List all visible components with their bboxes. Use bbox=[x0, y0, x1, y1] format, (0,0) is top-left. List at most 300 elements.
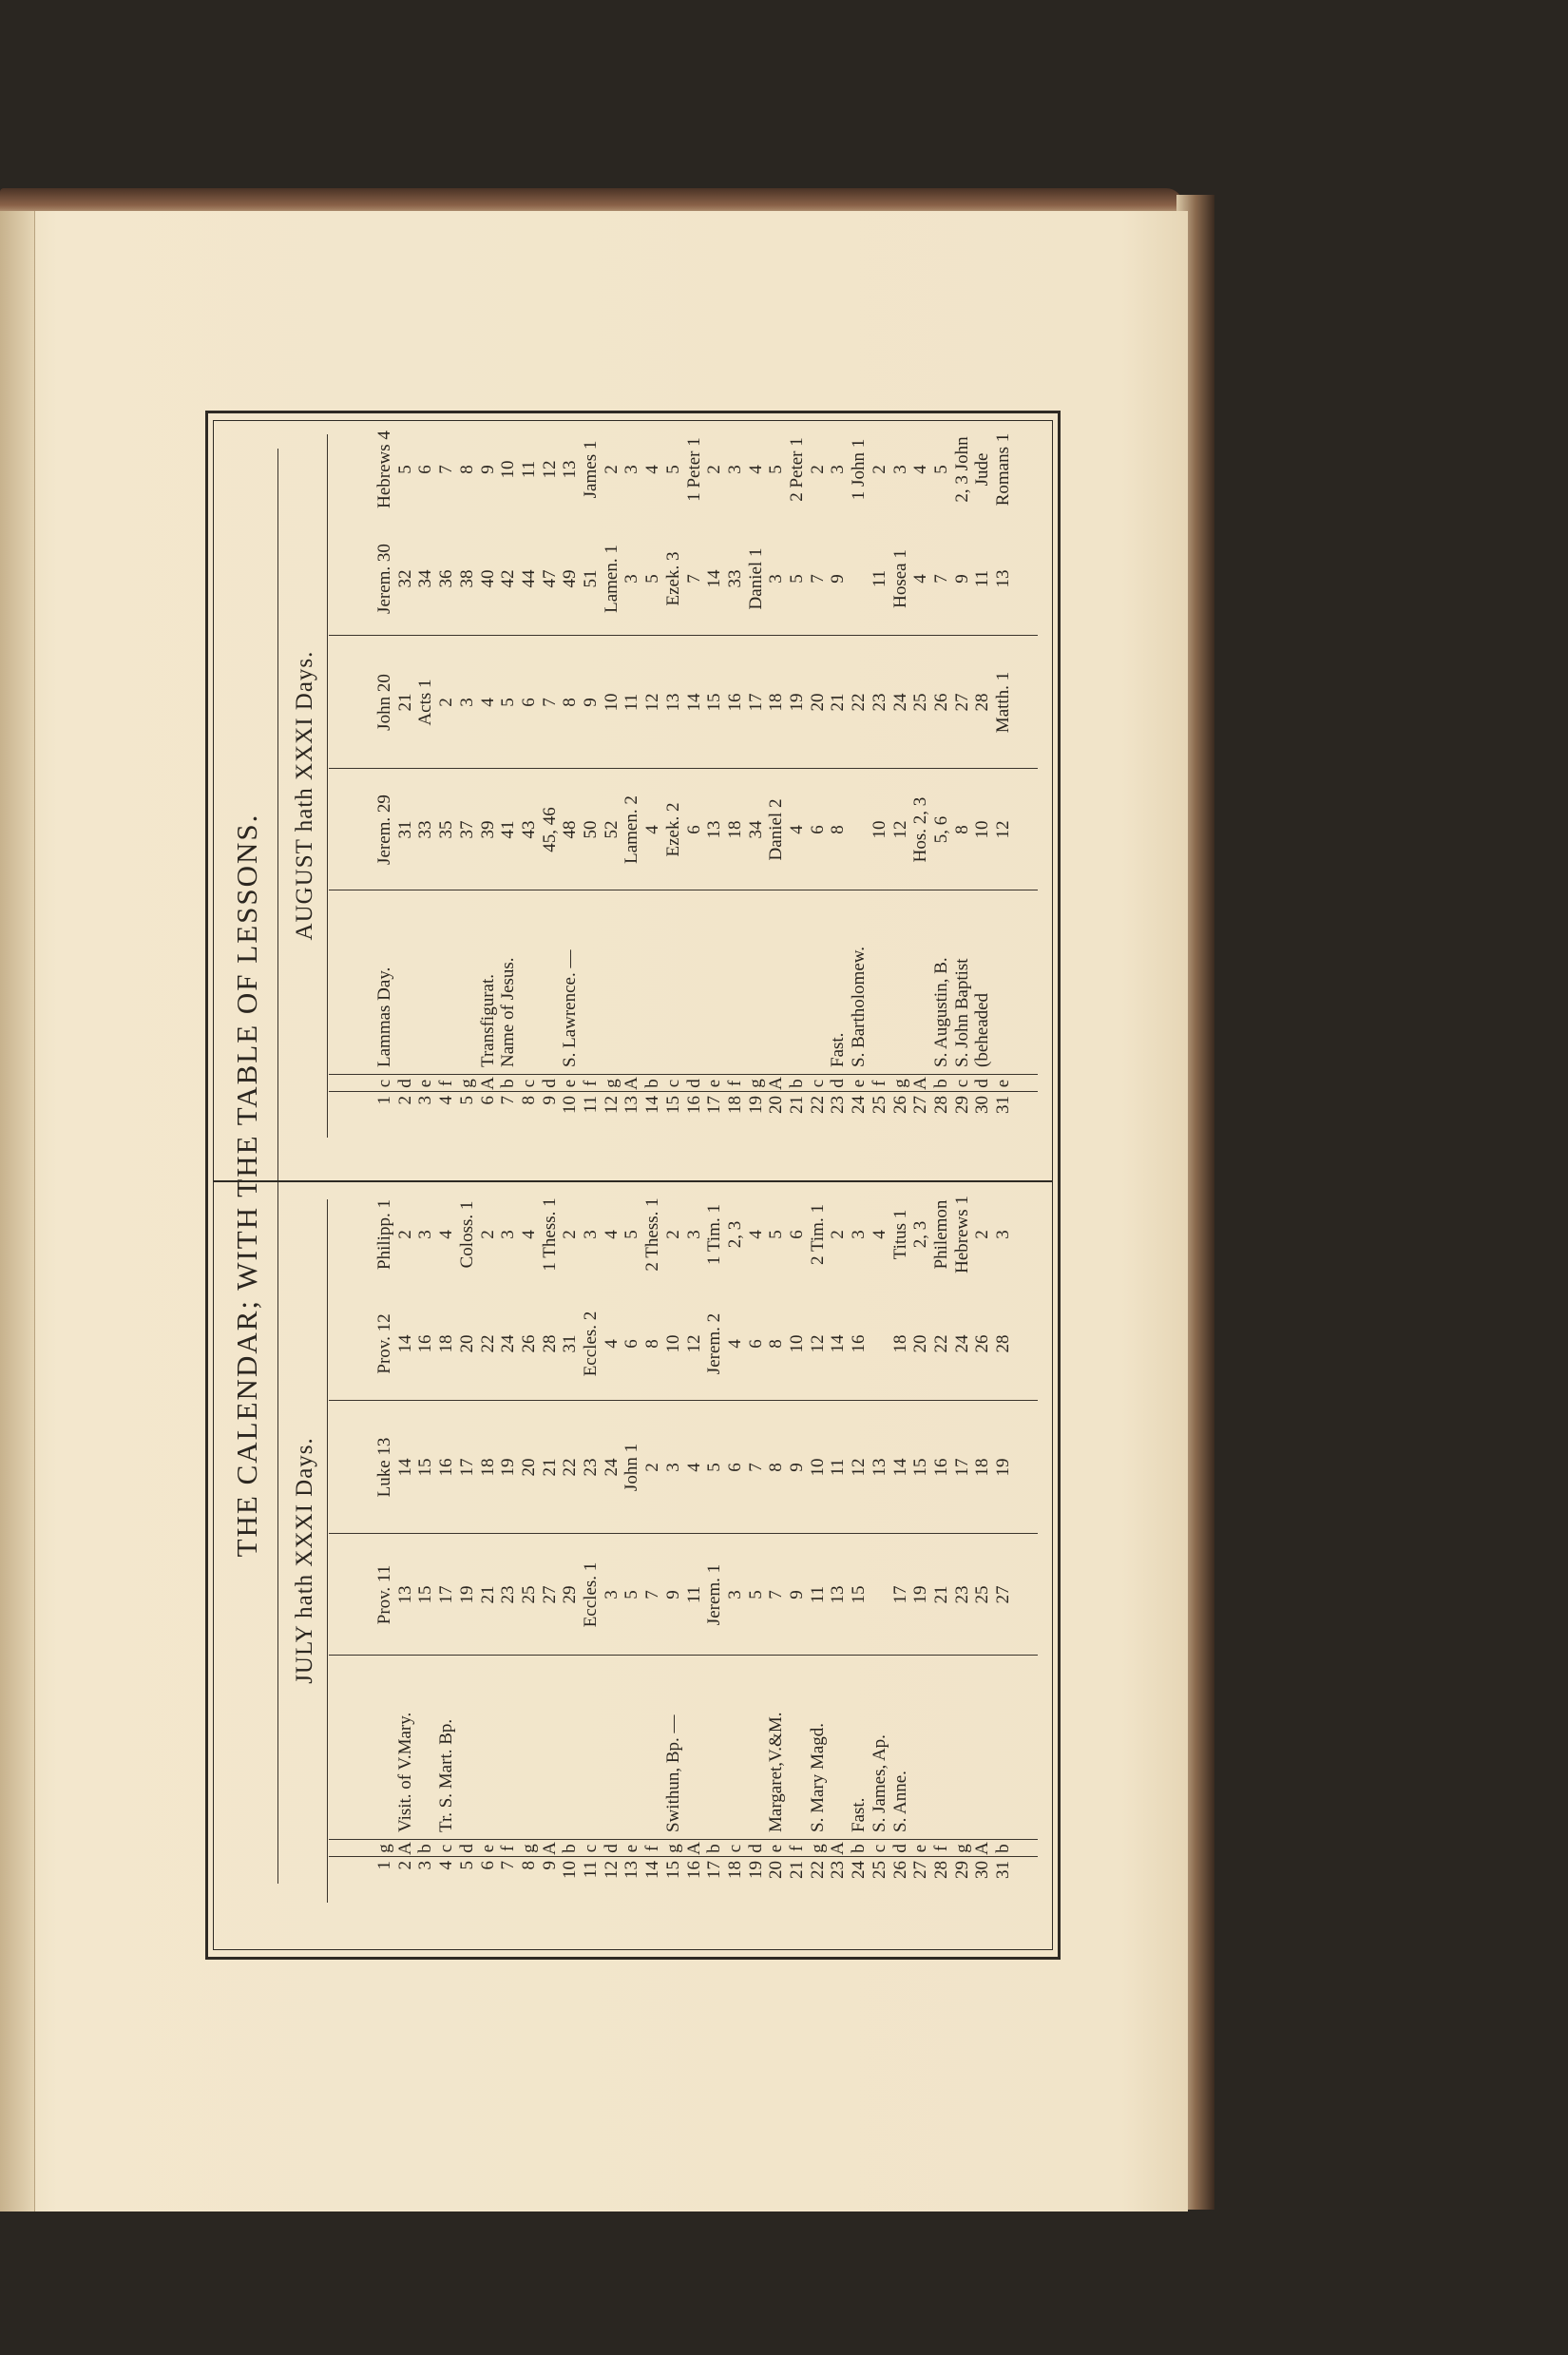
day-number: 11 bbox=[581, 1861, 601, 1879]
dominical-letter: g bbox=[601, 1079, 621, 1088]
morning-lesson-2: 25 bbox=[910, 693, 931, 712]
morning-lesson-1: 17 bbox=[436, 1585, 457, 1604]
morning-lesson-1: Eccles. 1 bbox=[581, 1561, 601, 1628]
evening-lesson-2: 4 bbox=[869, 1230, 889, 1239]
morning-lesson-2: 7 bbox=[745, 1463, 766, 1472]
day-number: 15 bbox=[662, 1096, 683, 1114]
dominical-letter: A bbox=[766, 1077, 787, 1090]
morning-lesson-1: 12 bbox=[889, 820, 910, 839]
morning-lesson-2: 23 bbox=[581, 1458, 601, 1477]
morning-lesson-2: 7 bbox=[539, 698, 560, 707]
evening-lesson-1: Lamen. 1 bbox=[601, 545, 621, 613]
morning-lesson-1: 5, 6 bbox=[930, 815, 951, 844]
evening-lesson-2: 9 bbox=[477, 465, 498, 474]
morning-lesson-1: 5 bbox=[745, 1590, 766, 1599]
dominical-letter: e bbox=[766, 1844, 787, 1853]
morning-lesson-2: 13 bbox=[662, 693, 683, 712]
evening-lesson-2: Hebrews 1 bbox=[951, 1196, 972, 1273]
morning-lesson-2: 19 bbox=[787, 693, 807, 712]
morning-lesson-1: 25 bbox=[518, 1585, 539, 1604]
day-number: 14 bbox=[642, 1096, 663, 1114]
evening-lesson-1: 13 bbox=[993, 569, 1013, 588]
evening-lesson-2: 3 bbox=[581, 1230, 601, 1239]
evening-lesson-2: Coloss. 1 bbox=[456, 1200, 477, 1269]
dominical-letter: g bbox=[951, 1844, 972, 1853]
dominical-letter: A bbox=[683, 1842, 704, 1855]
morning-lesson-1: 21 bbox=[930, 1585, 951, 1604]
morning-lesson-1: 13 bbox=[394, 1585, 415, 1604]
morning-lesson-1: 50 bbox=[581, 820, 601, 839]
morning-lesson-1: 48 bbox=[560, 820, 581, 839]
day-number: 7 bbox=[498, 1096, 519, 1105]
day-number: 18 bbox=[724, 1096, 745, 1114]
dominical-letter: d bbox=[683, 1079, 704, 1088]
month-title-rule bbox=[327, 434, 328, 1138]
month-block bbox=[205, 415, 1061, 1176]
evening-lesson-1: 24 bbox=[498, 1334, 519, 1353]
dominical-letter: e bbox=[849, 1079, 870, 1088]
evening-lesson-2: 5 bbox=[394, 465, 415, 474]
evening-lesson-2: 3 bbox=[993, 1230, 1013, 1239]
evening-lesson-1: 14 bbox=[828, 1334, 849, 1353]
dominical-letter: d bbox=[394, 1079, 415, 1088]
day-number: 22 bbox=[807, 1096, 828, 1114]
day-number: 23 bbox=[828, 1096, 849, 1114]
day-number: 1 bbox=[374, 1096, 394, 1105]
evening-lesson-2: 5 bbox=[930, 465, 951, 474]
evening-lesson-2: 11 bbox=[518, 460, 539, 479]
morning-lesson-2: Acts 1 bbox=[415, 679, 436, 726]
morning-lesson-1: 41 bbox=[498, 820, 519, 839]
dominical-letter: e bbox=[477, 1844, 498, 1853]
dominical-letter: A bbox=[394, 1842, 415, 1855]
evening-lesson-2: 12 bbox=[539, 460, 560, 479]
evening-lesson-1: Jerem. 30 bbox=[374, 544, 394, 614]
dominical-letter: A bbox=[972, 1842, 993, 1855]
evening-lesson-1: Prov. 12 bbox=[374, 1313, 394, 1374]
evening-lesson-1: 11 bbox=[869, 569, 889, 588]
evening-lesson-2: 5 bbox=[766, 1230, 787, 1239]
morning-lesson-2: 18 bbox=[766, 693, 787, 712]
morning-lesson-2: 26 bbox=[930, 693, 951, 712]
evening-lesson-1: 10 bbox=[787, 1334, 807, 1353]
morning-lesson-1: 3 bbox=[724, 1590, 745, 1599]
day-number: 29 bbox=[951, 1096, 972, 1114]
day-number: 31 bbox=[993, 1861, 1013, 1879]
morning-lesson-1: 15 bbox=[849, 1585, 870, 1604]
day-number: 14 bbox=[642, 1861, 663, 1879]
morning-lesson-2: 27 bbox=[951, 693, 972, 712]
dominical-letter: g bbox=[807, 1844, 828, 1853]
dominical-letter: c bbox=[374, 1079, 394, 1088]
evening-lesson-1: 49 bbox=[560, 569, 581, 588]
dominical-letter: b bbox=[415, 1844, 436, 1853]
day-number: 13 bbox=[621, 1096, 642, 1114]
evening-lesson-2: Romans 1 bbox=[993, 432, 1013, 507]
feast-name: S. Anne. bbox=[889, 1771, 910, 1832]
day-number: 21 bbox=[787, 1096, 807, 1114]
morning-lesson-2: 9 bbox=[787, 1463, 807, 1472]
evening-lesson-2: 5 bbox=[766, 465, 787, 474]
feast-name: S. Mary Magd. bbox=[807, 1722, 828, 1832]
dominical-letter: c bbox=[436, 1844, 457, 1853]
evening-lesson-2: 3 bbox=[621, 465, 642, 474]
evening-lesson-1: 16 bbox=[415, 1334, 436, 1353]
morning-lesson-1: 5 bbox=[621, 1590, 642, 1599]
evening-lesson-2: 1 Tim. 1 bbox=[704, 1204, 725, 1265]
evening-lesson-2: 2 bbox=[807, 465, 828, 474]
dominical-letter: A bbox=[828, 1842, 849, 1855]
dominical-letter: d bbox=[889, 1844, 910, 1853]
evening-lesson-2: 3 bbox=[849, 1230, 870, 1239]
evening-lesson-2: James 1 bbox=[581, 440, 601, 499]
evening-lesson-1: 14 bbox=[394, 1334, 415, 1353]
evening-lesson-2: 4 bbox=[745, 465, 766, 474]
calendar-table bbox=[205, 411, 1061, 1960]
evening-lesson-2: 4 bbox=[518, 1230, 539, 1239]
evening-lesson-2: 6 bbox=[787, 1230, 807, 1239]
dominical-letter: d bbox=[745, 1844, 766, 1853]
morning-lesson-1: 9 bbox=[662, 1590, 683, 1599]
morning-lesson-1: Prov. 11 bbox=[374, 1564, 394, 1625]
morning-lesson-1: 3 bbox=[601, 1590, 621, 1599]
feast-name: (beheaded bbox=[972, 992, 993, 1067]
day-number: 10 bbox=[560, 1861, 581, 1879]
morning-lesson-2: 9 bbox=[581, 698, 601, 707]
evening-lesson-1: 26 bbox=[518, 1334, 539, 1353]
dominical-letter: f bbox=[436, 1080, 457, 1087]
evening-lesson-2: 3 bbox=[415, 1230, 436, 1239]
dominical-letter: g bbox=[518, 1844, 539, 1853]
morning-lesson-2: Luke 13 bbox=[374, 1437, 394, 1498]
evening-lesson-2: 8 bbox=[456, 465, 477, 474]
evening-lesson-1: 18 bbox=[889, 1334, 910, 1353]
evening-lesson-2: 4 bbox=[436, 1230, 457, 1239]
morning-lesson-2: 22 bbox=[849, 693, 870, 712]
dominical-letter: c bbox=[581, 1844, 601, 1853]
morning-lesson-2: 16 bbox=[724, 693, 745, 712]
morning-lesson-1: 19 bbox=[456, 1585, 477, 1604]
morning-lesson-1: 17 bbox=[889, 1585, 910, 1604]
evening-lesson-2: 4 bbox=[642, 465, 663, 474]
evening-lesson-1: 5 bbox=[642, 574, 663, 584]
feast-name: S. Augustin, B. bbox=[930, 957, 951, 1067]
dominical-letter: f bbox=[642, 1845, 663, 1852]
dominical-letter: b bbox=[787, 1079, 807, 1088]
morning-lesson-2: 15 bbox=[910, 1458, 931, 1477]
evening-lesson-2: 13 bbox=[560, 460, 581, 479]
morning-lesson-1: 27 bbox=[993, 1585, 1013, 1604]
day-number: 30 bbox=[972, 1096, 993, 1114]
dominical-letter: g bbox=[374, 1844, 394, 1853]
morning-lesson-2: 15 bbox=[415, 1458, 436, 1477]
morning-lesson-1: 12 bbox=[993, 820, 1013, 839]
evening-lesson-1: 24 bbox=[951, 1334, 972, 1353]
day-number: 3 bbox=[415, 1861, 436, 1870]
evening-lesson-2: 2 bbox=[477, 1230, 498, 1239]
day-number: 13 bbox=[621, 1861, 642, 1879]
dominical-letter: e bbox=[621, 1844, 642, 1853]
morning-lesson-1: Jerem. 1 bbox=[704, 1563, 725, 1626]
morning-lesson-2: 22 bbox=[560, 1458, 581, 1477]
evening-lesson-2: 3 bbox=[683, 1230, 704, 1239]
evening-lesson-1: 7 bbox=[930, 574, 951, 584]
morning-lesson-2: 21 bbox=[394, 693, 415, 712]
day-number: 25 bbox=[869, 1096, 889, 1114]
evening-lesson-1: 6 bbox=[745, 1339, 766, 1349]
morning-lesson-1: 7 bbox=[766, 1590, 787, 1599]
dominical-letter: c bbox=[724, 1844, 745, 1853]
day-number: 27 bbox=[910, 1861, 931, 1879]
dominical-letter: f bbox=[498, 1845, 519, 1852]
dominical-letter: e bbox=[704, 1079, 725, 1088]
evening-lesson-2: 3 bbox=[889, 465, 910, 474]
evening-lesson-1: 38 bbox=[456, 569, 477, 588]
day-number: 3 bbox=[415, 1096, 436, 1105]
evening-lesson-2: 4 bbox=[745, 1230, 766, 1239]
dominical-letter: d bbox=[456, 1844, 477, 1853]
morning-lesson-2: 21 bbox=[539, 1458, 560, 1477]
evening-lesson-2: 1 Thess. 1 bbox=[539, 1197, 560, 1272]
evening-lesson-1: 28 bbox=[993, 1334, 1013, 1353]
dominical-letter: b bbox=[642, 1079, 663, 1088]
morning-lesson-1: 8 bbox=[951, 825, 972, 834]
day-number: 5 bbox=[456, 1096, 477, 1105]
day-number: 27 bbox=[910, 1096, 931, 1114]
feast-name: Swithun, Bp. — bbox=[662, 1714, 683, 1832]
evening-lesson-1: 44 bbox=[518, 569, 539, 588]
morning-lesson-2: 2 bbox=[436, 698, 457, 707]
evening-lesson-2: 1 Peter 1 bbox=[683, 437, 704, 502]
morning-lesson-2: 14 bbox=[394, 1458, 415, 1477]
evening-lesson-1: 3 bbox=[766, 574, 787, 584]
evening-lesson-1: 9 bbox=[951, 574, 972, 584]
evening-lesson-1: 26 bbox=[972, 1334, 993, 1353]
morning-lesson-2: 8 bbox=[560, 698, 581, 707]
evening-lesson-2: 2 Thess. 1 bbox=[642, 1197, 663, 1272]
day-number: 24 bbox=[849, 1096, 870, 1114]
evening-lesson-1: Ezek. 3 bbox=[662, 551, 683, 606]
feast-name: Transfigurat. bbox=[477, 974, 498, 1067]
morning-lesson-1: 39 bbox=[477, 820, 498, 839]
evening-lesson-2: Philemon bbox=[930, 1199, 951, 1270]
dominical-letter: A bbox=[910, 1077, 931, 1090]
morning-lesson-2: 14 bbox=[889, 1458, 910, 1477]
day-number: 17 bbox=[704, 1861, 725, 1879]
dominical-letter: b bbox=[849, 1844, 870, 1853]
evening-lesson-1: 12 bbox=[807, 1334, 828, 1353]
day-number: 5 bbox=[456, 1861, 477, 1870]
day-number: 6 bbox=[477, 1096, 498, 1105]
evening-lesson-2: 1 John 1 bbox=[849, 438, 870, 501]
day-number: 7 bbox=[498, 1861, 519, 1870]
feast-name: S. Lawrence. — bbox=[560, 949, 581, 1067]
evening-lesson-1: 18 bbox=[436, 1334, 457, 1353]
feast-name: Tr. S. Mart. Bp. bbox=[436, 1718, 457, 1832]
day-number: 4 bbox=[436, 1861, 457, 1870]
morning-lesson-2: 18 bbox=[477, 1458, 498, 1477]
day-number: 16 bbox=[683, 1096, 704, 1114]
dominical-letter: g bbox=[889, 1079, 910, 1088]
morning-lesson-1: 4 bbox=[642, 825, 663, 834]
evening-lesson-2: Philipp. 1 bbox=[374, 1199, 394, 1270]
morning-lesson-1: 23 bbox=[951, 1585, 972, 1604]
feast-name: S. James, Ap. bbox=[869, 1734, 889, 1832]
feast-name: Fast. bbox=[828, 1032, 849, 1067]
evening-lesson-2: 2 Peter 1 bbox=[787, 437, 807, 502]
morning-lesson-1: 45, 46 bbox=[539, 807, 560, 852]
morning-lesson-1: 29 bbox=[560, 1585, 581, 1604]
day-number: 11 bbox=[581, 1096, 601, 1114]
evening-lesson-1: 7 bbox=[807, 574, 828, 584]
day-number: 21 bbox=[787, 1861, 807, 1879]
evening-lesson-1: Jerem. 2 bbox=[704, 1312, 725, 1375]
day-number: 8 bbox=[518, 1861, 539, 1870]
dominical-letter: g bbox=[662, 1844, 683, 1853]
dominical-letter: A bbox=[621, 1077, 642, 1090]
evening-lesson-1: 3 bbox=[621, 574, 642, 584]
evening-lesson-2: 2 Tim. 1 bbox=[807, 1204, 828, 1265]
morning-lesson-2: 11 bbox=[621, 693, 642, 712]
month-title-rule bbox=[327, 1199, 328, 1903]
morning-lesson-2: 19 bbox=[993, 1458, 1013, 1477]
morning-lesson-1: 11 bbox=[683, 1585, 704, 1604]
evening-lesson-2: 2 bbox=[828, 1230, 849, 1239]
morning-lesson-2: 24 bbox=[601, 1458, 621, 1477]
morning-lesson-1: 21 bbox=[477, 1585, 498, 1604]
evening-lesson-2: 5 bbox=[621, 1230, 642, 1239]
dominical-letter: f bbox=[724, 1080, 745, 1087]
evening-lesson-1: 4 bbox=[601, 1339, 621, 1349]
morning-lesson-2: 20 bbox=[807, 693, 828, 712]
morning-lesson-2: 6 bbox=[724, 1463, 745, 1472]
day-number: 18 bbox=[724, 1861, 745, 1879]
evening-lesson-1: 4 bbox=[724, 1339, 745, 1349]
day-number: 20 bbox=[766, 1096, 787, 1114]
morning-lesson-2: 24 bbox=[889, 693, 910, 712]
evening-lesson-2: 2 bbox=[662, 1230, 683, 1239]
morning-lesson-1: 18 bbox=[724, 820, 745, 839]
month-title: AUGUST hath XXXI Days. bbox=[292, 650, 317, 941]
evening-lesson-2: Hebrews 4 bbox=[374, 431, 394, 508]
morning-lesson-1: 13 bbox=[704, 820, 725, 839]
day-number: 25 bbox=[869, 1861, 889, 1879]
morning-lesson-1: 33 bbox=[415, 820, 436, 839]
morning-lesson-2: 3 bbox=[662, 1463, 683, 1472]
evening-lesson-1: 28 bbox=[539, 1334, 560, 1353]
evening-lesson-1: 9 bbox=[828, 574, 849, 584]
evening-lesson-2: 4 bbox=[601, 1230, 621, 1239]
morning-lesson-1: 35 bbox=[436, 820, 457, 839]
evening-lesson-2: 4 bbox=[910, 465, 931, 474]
day-number: 30 bbox=[972, 1861, 993, 1879]
dominical-letter: c bbox=[807, 1079, 828, 1088]
evening-lesson-1: 20 bbox=[910, 1334, 931, 1353]
day-number: 8 bbox=[518, 1096, 539, 1105]
morning-lesson-1: Daniel 2 bbox=[766, 798, 787, 861]
evening-lesson-2: 2 bbox=[972, 1230, 993, 1239]
evening-lesson-1: 32 bbox=[394, 569, 415, 588]
morning-lesson-1: 23 bbox=[498, 1585, 519, 1604]
dominical-letter: g bbox=[456, 1079, 477, 1088]
dominical-letter: c bbox=[869, 1844, 889, 1853]
evening-lesson-1: Hosea 1 bbox=[889, 549, 910, 608]
evening-lesson-2: 2 bbox=[869, 465, 889, 474]
morning-lesson-1: 9 bbox=[787, 1590, 807, 1599]
day-number: 15 bbox=[662, 1861, 683, 1879]
dominical-letter: b bbox=[498, 1079, 519, 1088]
morning-lesson-2: 21 bbox=[828, 693, 849, 712]
dominical-letter: d bbox=[601, 1844, 621, 1853]
evening-lesson-1: 7 bbox=[683, 574, 704, 584]
evening-lesson-2: 2, 3 John bbox=[951, 436, 972, 503]
day-number: 2 bbox=[394, 1096, 415, 1105]
morning-lesson-2: 8 bbox=[766, 1463, 787, 1472]
morning-lesson-2: 3 bbox=[456, 698, 477, 707]
evening-lesson-1: 8 bbox=[642, 1339, 663, 1349]
evening-lesson-2: 3 bbox=[498, 1230, 519, 1239]
morning-lesson-2: 20 bbox=[518, 1458, 539, 1477]
dominical-letter: d bbox=[972, 1079, 993, 1088]
feast-name: S. Bartholomew. bbox=[849, 946, 870, 1067]
day-number: 24 bbox=[849, 1861, 870, 1879]
morning-lesson-1: 19 bbox=[910, 1585, 931, 1604]
evening-lesson-1: 6 bbox=[621, 1339, 642, 1349]
evening-lesson-1: 40 bbox=[477, 569, 498, 588]
morning-lesson-1: Lamen. 2 bbox=[621, 795, 642, 864]
evening-lesson-2: Titus 1 bbox=[889, 1209, 910, 1260]
dominical-letter: b bbox=[704, 1844, 725, 1853]
morning-lesson-1: 4 bbox=[787, 825, 807, 834]
day-number: 29 bbox=[951, 1861, 972, 1879]
day-number: 9 bbox=[539, 1096, 560, 1105]
month-title: JULY hath XXXI Days. bbox=[292, 1437, 317, 1684]
evening-lesson-1: 31 bbox=[560, 1334, 581, 1353]
morning-lesson-2: 17 bbox=[456, 1458, 477, 1477]
evening-lesson-1: Eccles. 2 bbox=[581, 1311, 601, 1377]
morning-lesson-1: Ezek. 2 bbox=[662, 802, 683, 857]
evening-lesson-1: 33 bbox=[724, 569, 745, 588]
morning-lesson-2: 12 bbox=[849, 1458, 870, 1477]
morning-lesson-1: 6 bbox=[807, 825, 828, 834]
dominical-letter: e bbox=[560, 1079, 581, 1088]
evening-lesson-2: Jude bbox=[972, 452, 993, 487]
morning-lesson-1: 43 bbox=[518, 820, 539, 839]
feast-name: Visit. of V.Mary. bbox=[394, 1712, 415, 1832]
morning-lesson-1: 27 bbox=[539, 1585, 560, 1604]
dominical-letter: b bbox=[560, 1844, 581, 1853]
evening-lesson-1: 16 bbox=[849, 1334, 870, 1353]
morning-lesson-2: John 20 bbox=[374, 674, 394, 731]
morning-lesson-1: 10 bbox=[869, 820, 889, 839]
morning-lesson-2: 11 bbox=[828, 1458, 849, 1477]
morning-lesson-1: 52 bbox=[601, 820, 621, 839]
morning-lesson-2: 5 bbox=[498, 698, 519, 707]
evening-lesson-2: 10 bbox=[498, 460, 519, 479]
morning-lesson-2: 6 bbox=[518, 698, 539, 707]
evening-lesson-2: 2 bbox=[394, 1230, 415, 1239]
dominical-letter: c bbox=[951, 1079, 972, 1088]
evening-lesson-1: 4 bbox=[910, 574, 931, 584]
evening-lesson-2: 5 bbox=[662, 465, 683, 474]
evening-lesson-2: 3 bbox=[724, 465, 745, 474]
morning-lesson-2: 14 bbox=[683, 693, 704, 712]
morning-lesson-1: 31 bbox=[394, 820, 415, 839]
evening-lesson-1: 22 bbox=[930, 1334, 951, 1353]
evening-lesson-2: 7 bbox=[436, 465, 457, 474]
morning-lesson-2: 19 bbox=[498, 1458, 519, 1477]
morning-lesson-1: 34 bbox=[745, 820, 766, 839]
